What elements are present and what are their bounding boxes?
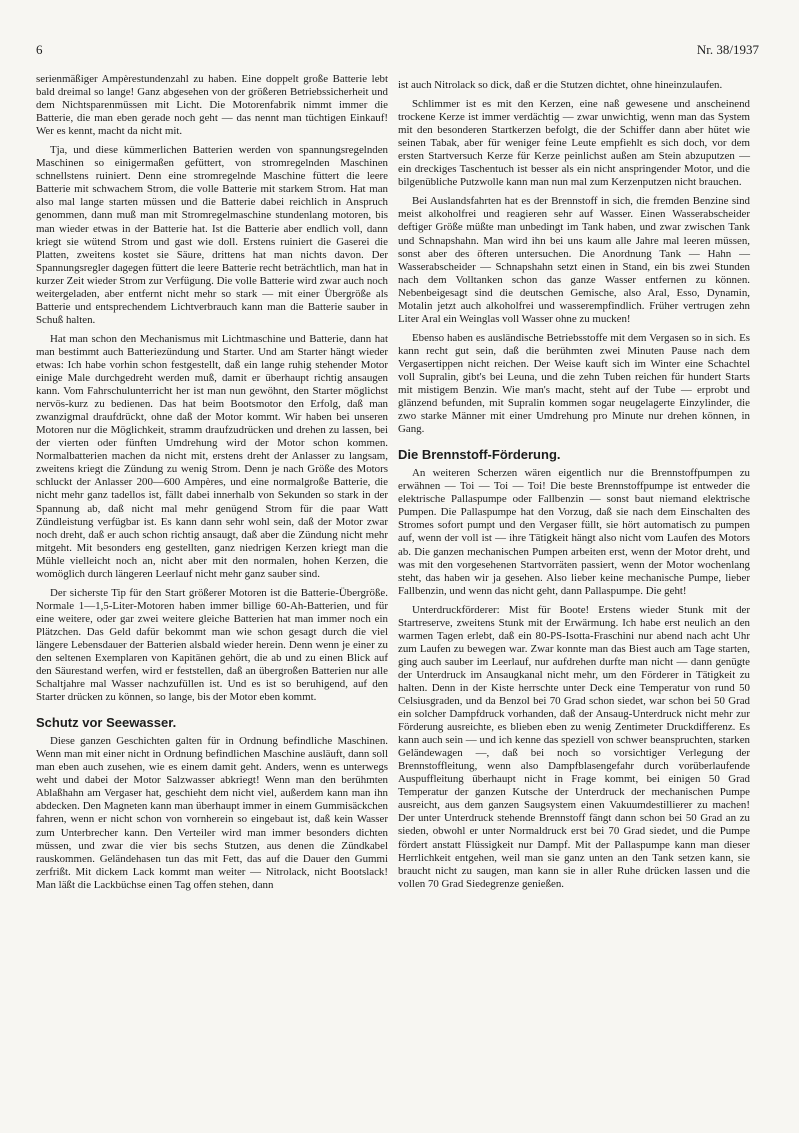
left-column: [36, 73, 388, 898]
paragraph: Der sicherste Tip für den Start größerer Motoren ist die Batterie-Übergröße. Normale 1—1,5-Liter-Motoren haben immer billige 60-Ah-Batterien, und für eine weitere, oder gar zwei weitere gleiche Batterien hat man immer noch ein Plätzchen. Das Geld dafür bekommt man wie schon gesagt durch die viel längere Lebensdauer der Batterien alsbald wieder herein. Denn wenn je einer zu den seltenen Exemplaren von Kapitänen gehört, die ab und zu einen Blick auf den Säurestand werfen, wird er feststellen, daß an übergroßen Batterien nur alle Schaltjahre mal Wasser nachzufüllen ist. Und es ist so beruhigend, auf den Starter drücken zu können, so lange, bis der Motor eben kommt.: [36, 586, 388, 704]
paragraph: Unterdruckförderer: Mist für Boote! Erstens wieder Stunk mit der Startreserve, zweitens Stunk mit der Erwärmung. Ich habe erst neulich an den warmen Tagen erlebt, daß ein 80-PS-Isotta-Fraschini nur abend nach acht Uhr zum Laufen zu bewegen war. Zwar konnte man das Biest auch am Tage starten, ging auch sauber im Leerlauf, nur aufdrehen durfte man nicht — dann genügte der Unterdruck im Ansaugkanal nicht mehr, um den Förderer in Tätigkeit zu halten. Denn in der Kiste herrschte unter Deck eine Temperatur von rund 50 Celsiusgraden, und da Benzol bei 70 Grad schon siedet, war schon bei 50 Grad ein solcher Dampfdruck vorhanden, daß der Ansaug-Unterdruck nicht mehr zur Förderung ausreichte, es blieben eben zu wenig Zentimeter Druckdifferenz. Es kann auch sein — und ich kenne das speziell von schwer beanspruchten, starken Geländewagen —, daß bei noch so vorsichtiger Verlegung der Brennstoffleitung, wenn also Dampfblasengefahr durch vorüberlaufende Auspuffleitung überhaupt nicht in Frage kommt, bei einigen 50 Grad Temperatur der ganzen Kutsche der Unterdruck der mechanischen Pumpe ausreicht, aus dem ganzen Saugsystem einen Vakuumdestillierer zu machen! Der unter Unterdruck stehende Brennstoff fängt dann schon bei 50 Grad an zu sieden, obwohl er unter Normaldruck erst bei 70 Grad siedet, und die Pumpe fördert anstatt Flüssigkeit nur Dampf. Mit der Pallaspumpe kann man dieser Herrlichkeit entgehen, weil man sie ganz unten an den Tank setzen kann, sie braucht nicht zu saugen, man kann sie in aller Ruhe drücken lassen und die vollen 70 Grad Siedegrenze genießen.: [398, 603, 750, 890]
section-heading: Die Brennstoff-Förderung.: [398, 447, 561, 463]
paragraph: Ebenso haben es ausländische Betriebsstoffe mit dem Vergasen so in sich. Es kann recht gut sein, daß die berühmten zwei Minuten Pause nach dem Vergasertippen nicht reichen. Der Weise kauft sich im Winter eine Schachtel voll Supralin, gibt's bei Leuna, und die zehn Tuben reichen für hundert Starts mit mistigem Benzin. Wie man's macht, steht auf der Tube — erprobt und glänzend befunden, mit Supralin kommen sogar neugelagerte Einzylinder, die zwo starke Männer mit einer Umdrehung pro Minute nur drehen können, in Gang.: [398, 331, 750, 436]
paragraph: ist auch Nitrolack so dick, daß er die Stutzen dichtet, ohne hineinzulaufen.: [398, 79, 723, 91]
section-heading: Schutz vor Seewasser.: [36, 715, 177, 731]
paragraph: An weiteren Scherzen wären eigentlich nur die Brennstoffpumpen zu erwähnen — Toi — Toi — Toi! Die beste Brennstoffpumpe ist entweder die elektrische Pallaspumpe oder Fallbenzin — sonst baut niemand elektrische Pumpen. Die Pallaspumpe hat den Vorzug, daß sie nach dem Einschalten des Stromes sofort pumpt und den Vergaser füllt, sie hört automatisch zu pumpen auf, wenn der voll ist — ihre Tätigkeit hängt also nicht vom Laufen des Motors ab. Die ganzen mechanischen Pumpen arbeiten erst, wenn der Motor dreht, und was mit den vorgesehenen Startvorräten passiert, wenn der Motor wochenlang steht, das haben wir ja gesehen. Also lieber keine mechanische Pumpe, lieber Fallbenzin, und wenn das nicht geht, dann Pallaspumpe. Die geht!: [398, 467, 750, 597]
paragraph: serienmäßiger Ampèrestundenzahl zu haben. Eine doppelt große Batterie lebt bald dreimal so lange! Ganz abgesehen von der größeren Betriebssicherheit und dem Nichtsparenmüssen mit Licht. Die Motorenfabrik nimmt immer die Batterie, die man eben gerade noch geht — das nennt man tüchtigen Einkauf! Wer es kennt, macht da nicht mit.: [36, 73, 388, 138]
paragraph: Hat man schon den Mechanismus mit Lichtmaschine und Batterie, dann hat man bestimmt auch Batteriezündung und Starter. Und am Starter hängt wieder etwas: Ich habe vorhin schon festgestellt, daß ein lange ruhig stehender Motor einige Male durchgedreht werden muß, damit er überhaupt richtig ansaugen kann. Vom Fahrschulunterricht her ist man nun gewöhnt, den Starter möglichst nervös-kurz zu bedienen. Das hat beim Bootsmotor den Erfolg, daß man zwanzigmal draufdrückt, ohne daß der Motor kommt. Wir haben bei unseren Motoren nur die Möglichkeit, stramm draufzudrücken und drehen zu lassen, bei der vierten oder fünften Umdrehung wird der Motor schon kommen. Normalbatterien machen da nicht mit, erstens dreht der Anlasser zu langsam, zweitens kriegt die Zündung zu wenig Strom. Denn je nach Größe des Motors schluckt der Anlasser 200—600 Ampères, und eine normalgroße Batterie, die nicht mehr ganz tadellos ist, fällt dabei innerhalb von Sekunden so stark in der Spannung ab, daß nicht mal mehr genügend Strom für die paar Watt Zündleistung verfügbar ist. Es kann dann sehr wohl sein, daß der Motor zwar noch dreht, daß er auch schon richtig ansaugt, daß aber die Zündung nicht mehr mitgeht. Mit besonders eng gestellten, ganz niedrigen Kerzen kriegt man die Mühle vielleicht noch an, nicht aber mit den normalen, hohen Kerzen, die womöglich durch längeren Leerlauf nicht mehr ganz sauber sind.: [36, 332, 388, 580]
paragraph: Bei Auslandsfahrten hat es der Brennstoff in sich, die fremden Benzine sind meist alkoholfrei und reagieren sehr auf Wasser. Einen Wasserabscheider deftiger Größe müßte man unbedingt im Tank haben, und zwar zwischen Tank und Schnapshahn. Man wird ihn bei uns kaum alle Jahre mal leeren müssen, sonst aber des öfteren untersuchen. Die Anordnung Tank — Hahn — Wasserabscheider — Schnapshahn setzt einen in Stand, ein bis zwei Stunden nach dem Volltanken schon das ganze Wasser entfernen zu können. Nebenbeigesagt sind die deutschen Gemische, also Aral, Esso, Dynamin, Motalin jetzt auch alkoholfrei und wasserempfindlich. Früher vertrugen zehn Liter Aral ein Weinglas voll Wasser ohne zu mucken!: [398, 195, 750, 325]
paragraph: Diese ganzen Geschichten galten für in Ordnung befindliche Maschinen. Wenn man mit einer nicht in Ordnung befindlichen Maschine ausläuft, dann soll man eben auch zusehen, wie es einem damit geht. Anders, wenn es unterwegs weht und dabei der Motor Salzwasser abkriegt! Wenn man den berühmten Ablaßhahn am Vergaser hat, geschieht dem nicht viel, außerdem kann man ihn abdecken. Den Magneten kann man überhaupt immer in einem Gummisäckchen fahren, wenn er nicht schon von vornherein so eingebaut ist, daß kein Wasser zum Unterbrecher kann. Den Verteiler wird man immer besonders dichten müssen, und zwar die vier bis sechs Stutzen, aus denen die Zündkabel rauskommen. Geländehasen tun das mit Fett, das auf die Dauer den Gummi zerfrißt. Mit dickem Lack kommt man weiter — Nitrolack, nicht Bootslack! Man läßt die Lackbüchse einen Tag offen stehen, dann: [36, 735, 388, 891]
paragraph: Tja, und diese kümmerlichen Batterien werden von spannungsregelnden Maschinen so einigermaßen gefüttert, von stromregelnden Maschinen schnellstens ruiniert. Denn eine stromregelnde Maschine füttert die leere Batterie mit schwachem Strom, die volle Batterie mit starkem Strom. Hat man also mal lange starten müssen und die Batterie dabei reichlich in Anspruch genommen, dann muß man mit Stromregelmaschine stundenlang motoren, bis man wieder etwas in der Batterie hat. Ist die Batterie aber endlich voll, dann kriegt sie wütend Strom und gast wie doll. Erstens ruiniert die Gaserei die Platten, zweitens kostet sie Säure, drittens hat man nichts davon. Der Spannungsregler dagegen füttert die leere Batterie recht beträchtlich, man hat in kurzer Zeit wieder Strom zur Verfügung. Die volle Batterie wird zwar auch noch weitergeladen, aber entfernt nicht mehr so stark — mit einer Übergröße als Batterie und entsprechendem Lichtverbrauch kann man die Batterie sauber in Schuß halten.: [36, 144, 388, 326]
right-column: [398, 79, 750, 897]
paragraph: Schlimmer ist es mit den Kerzen, eine naß gewesene und anscheinend trockene Kerze ist immer verdächtig — zwar unwichtig, wenn man das System mit den besonderen Startkerzen befolgt, die der Schiffer dann aber hütet wie seinen Tabak, aber für weniger feine Leute empfiehlt es sich doch, vor dem ersten Startversuch Kerze für Kerze peinlichst außen am Stein abzuputzen — ein dreckiges Taschentuch ist besser als ein nicht anspringender Motor, und die bilgenübliche Putzwolle kann man nun mal zum Kerzenputzen nicht brauchen.: [398, 98, 750, 189]
page-number: 6: [36, 42, 43, 57]
issue-number: Nr. 38/1937: [696, 42, 759, 57]
